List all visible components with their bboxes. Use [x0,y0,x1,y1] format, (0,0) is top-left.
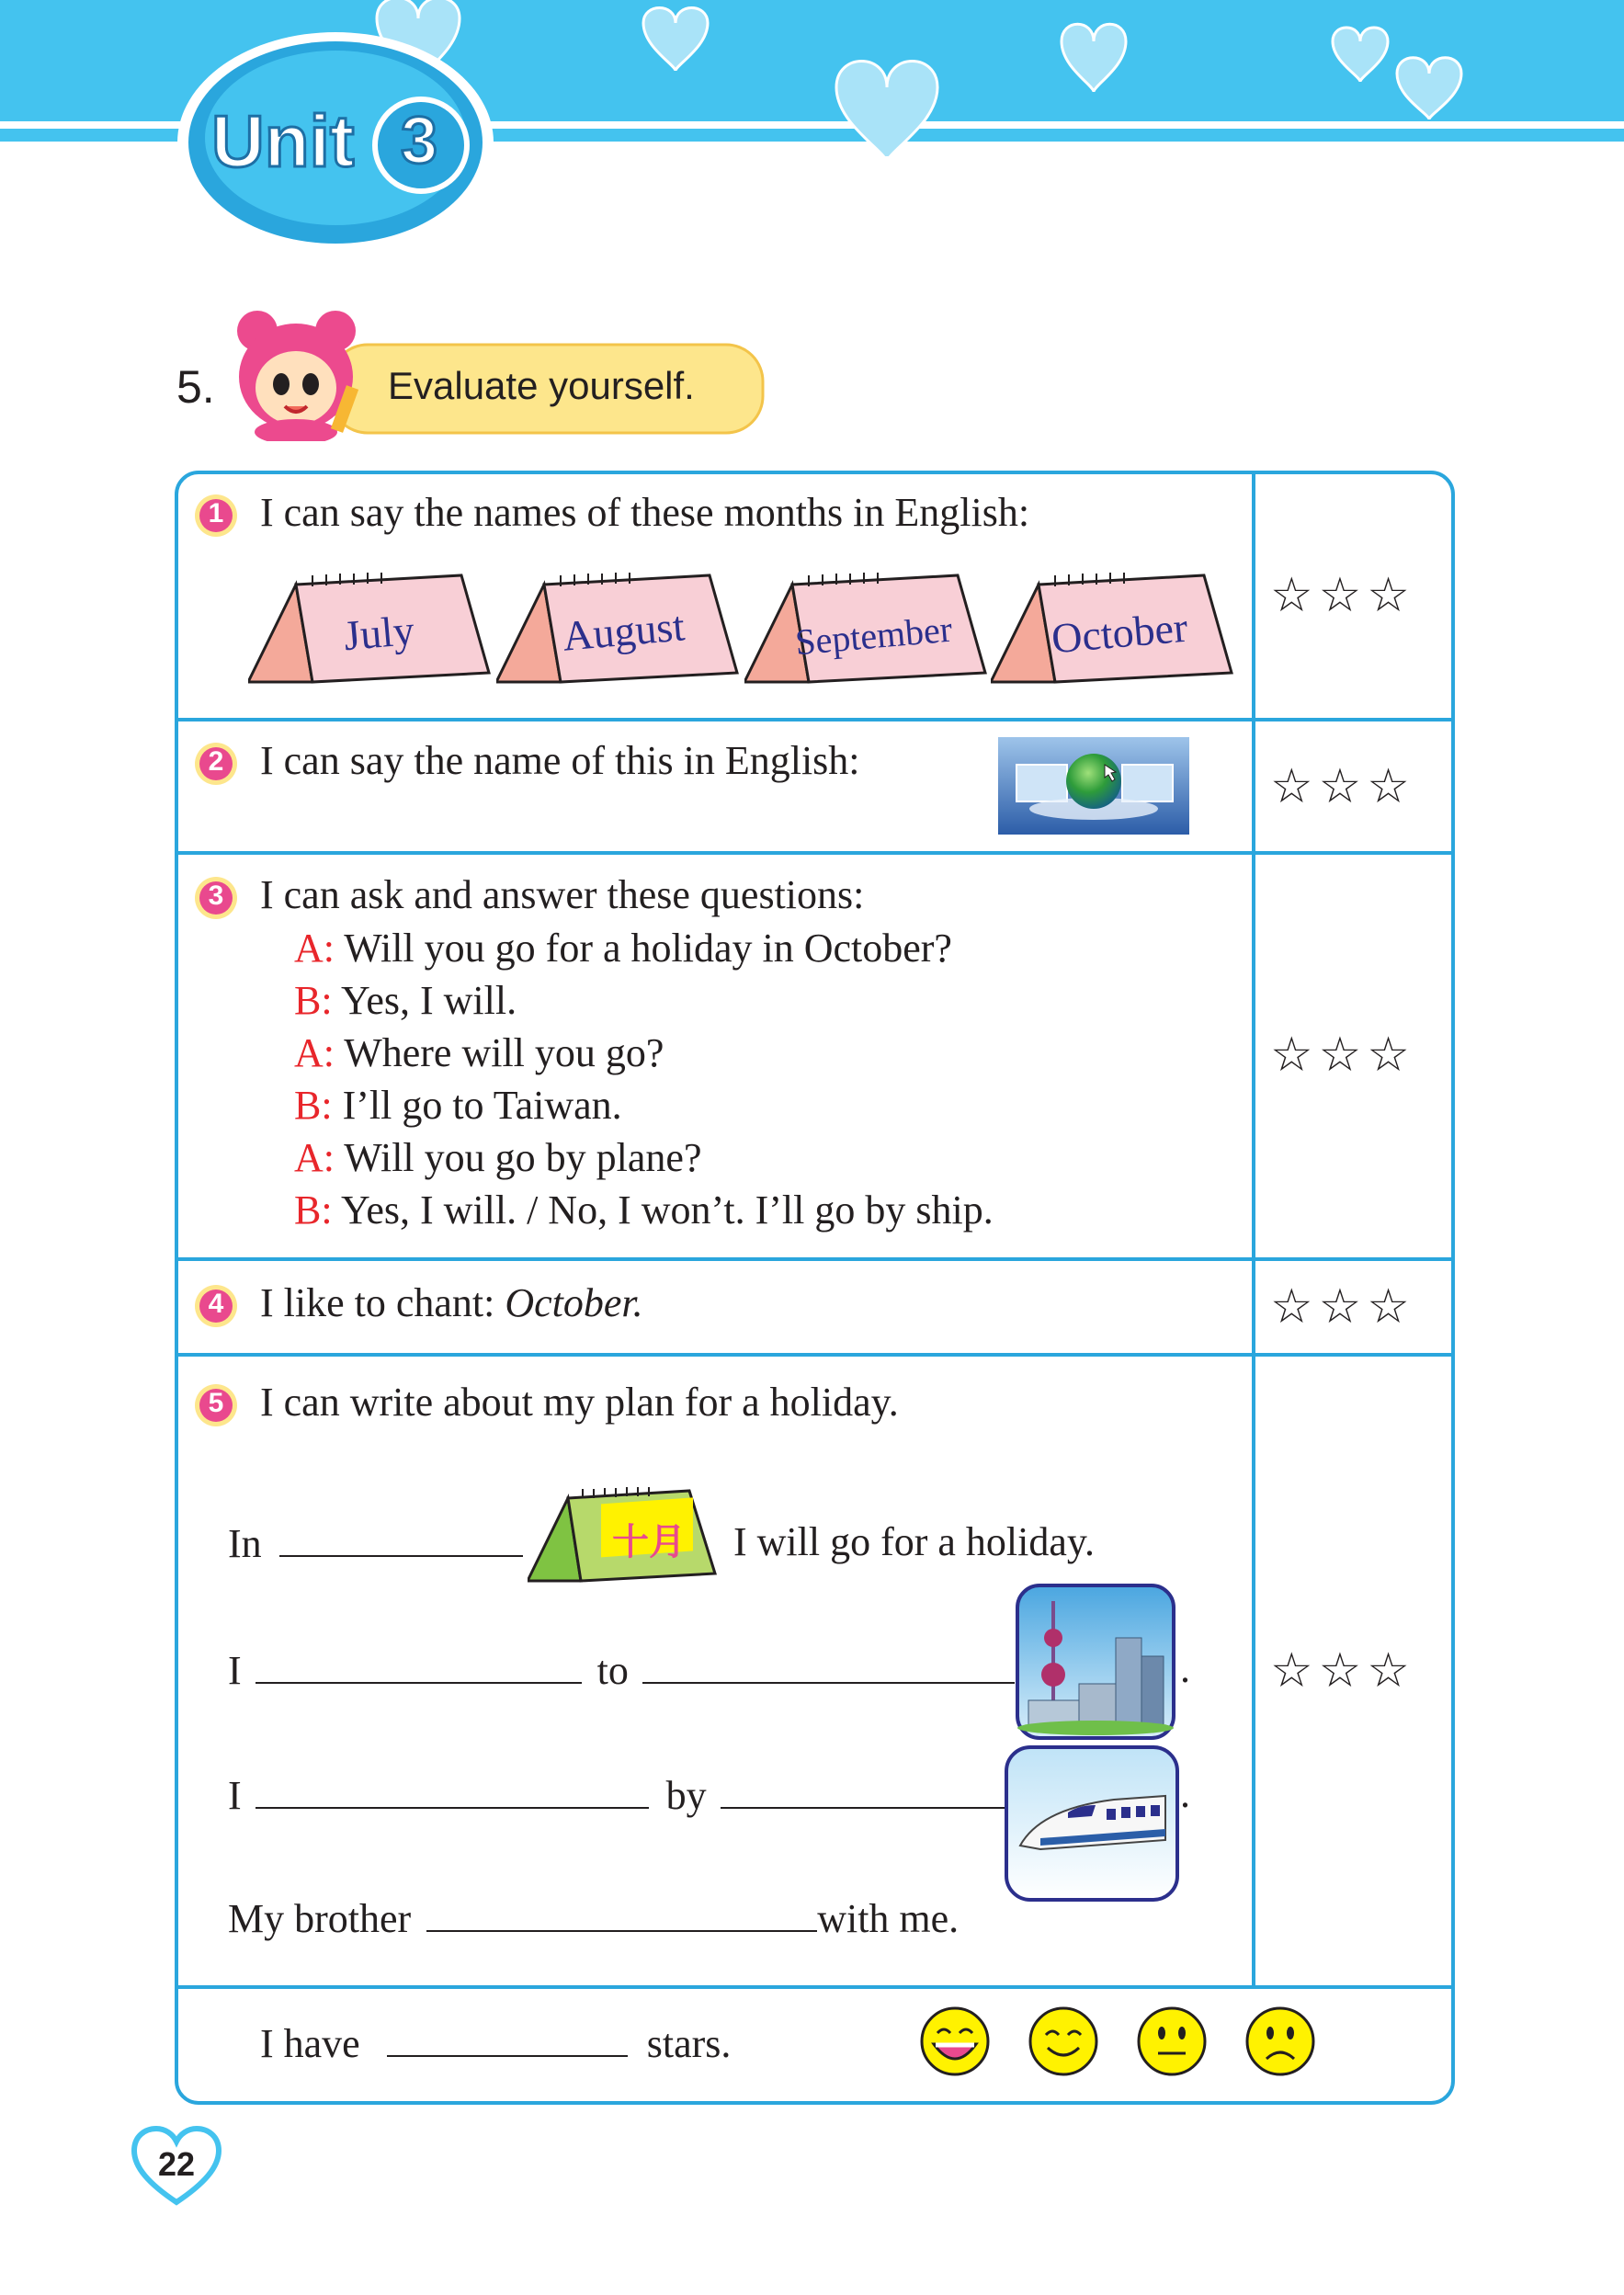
high-speed-train-picture [1004,1744,1180,1903]
item-4-text: I like to chant: October. [260,1280,643,1325]
month-label-september: September [793,608,954,664]
transport-blank[interactable] [721,1770,1005,1809]
rating-stars[interactable]: ☆☆☆ [1270,1643,1415,1699]
dialogue-line: A: Where will you go? [294,1030,664,1075]
table-row-divider [175,1257,1451,1261]
line-2-period: . [1180,1646,1190,1691]
month-label-august: August [561,602,687,660]
city-skyline-picture [1015,1583,1176,1741]
writing-line-4: My brother with me. [228,1893,959,1942]
place-blank[interactable] [642,1645,1015,1684]
companion-blank[interactable] [426,1893,817,1932]
item-number-badge: 1 [193,493,239,539]
item-number-badge: 4 [193,1283,239,1329]
calendar-label: 十月 [612,1522,686,1562]
unit-number: 3 [401,104,438,177]
item-5-text: I can write about my plan for a holiday. [260,1380,899,1425]
speaker-label: A: [294,926,335,971]
page-number: 22 [157,2145,196,2183]
section-number: 5. [176,361,215,413]
dialogue-line: B: I’ll go to Taiwan. [294,1083,622,1128]
happy-face-icon[interactable] [1028,2005,1099,2077]
speaker-label: B: [294,1187,333,1233]
girl-mascot-icon [237,311,358,441]
month-label-october: October [1050,603,1190,663]
item-2-text: I can say the name of this in English: [260,738,860,783]
total-stars-blank[interactable] [387,2018,628,2057]
table-row-divider [175,851,1451,855]
calendar-august [496,570,744,689]
item-number-badge: 5 [193,1382,239,1428]
speaker-label: A: [294,1135,335,1180]
chant-title: October. [505,1280,643,1325]
table-row-divider [175,1353,1451,1357]
dialogue-line: B: Yes, I will. / No, I won’t. I’ll go by ship. [294,1187,994,1233]
writing-line-2: I to [228,1645,1015,1694]
calendar-october-chinese [528,1485,721,1586]
writing-line-1-end: I will go for a holiday. [733,1519,1096,1564]
calendar-september [744,570,993,689]
dialogue-line: A: Will you go for a holiday in October? [294,926,952,971]
item-number-badge: 2 [193,741,239,787]
item-number-badge: 3 [193,875,239,921]
verb-blank[interactable] [256,1770,649,1809]
month-label-july: July [341,606,416,660]
rating-stars[interactable]: ☆☆☆ [1270,1279,1415,1335]
unit-badge [175,28,496,257]
neutral-face-icon[interactable] [1136,2005,1208,2077]
speaker-label: B: [294,1083,333,1128]
month-blank[interactable] [279,1518,523,1557]
line-3-period: . [1180,1771,1190,1816]
table-divider-vertical [1252,471,1255,1987]
item-1-text: I can say the names of these months in English: [260,490,1030,535]
page-number-badge [131,2125,222,2208]
verb-blank[interactable] [256,1645,582,1684]
section-title-banner [221,303,772,441]
table-row-divider [175,1985,1451,1989]
item-3-text: I can ask and answer these questions: [260,872,865,917]
section-title: Evaluate yourself. [388,364,695,407]
total-stars-line: I have stars. [260,2018,731,2067]
table-row-divider [175,718,1451,721]
dialogue-line: B: Yes, I will. [294,978,517,1023]
calendar-october [991,570,1239,689]
writing-line-1: In [228,1518,523,1567]
unit-word: Unit [211,100,355,182]
speaker-label: B: [294,978,333,1023]
very-happy-face-icon[interactable] [919,2005,991,2077]
calendar-july [248,570,496,689]
rating-stars[interactable]: ☆☆☆ [1270,759,1415,814]
internet-icon [998,737,1189,835]
rating-stars[interactable]: ☆☆☆ [1270,568,1415,623]
dialogue-line: A: Will you go by plane? [294,1135,702,1180]
speaker-label: A: [294,1030,335,1075]
writing-line-3: I by [228,1770,1005,1819]
rating-stars[interactable]: ☆☆☆ [1270,1028,1415,1083]
sad-face-icon[interactable] [1244,2005,1316,2077]
